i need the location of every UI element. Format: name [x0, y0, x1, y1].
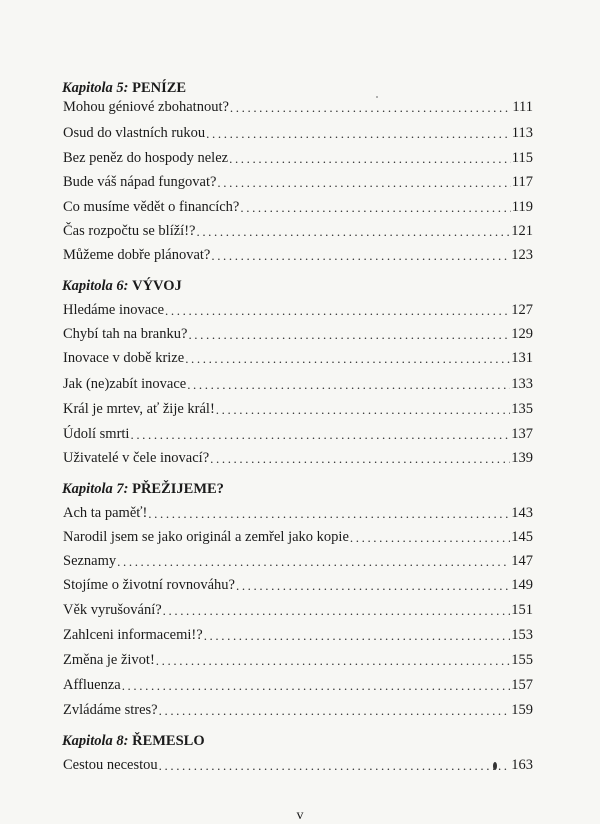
entry-page: 157: [511, 677, 533, 693]
entry-page: 115: [511, 150, 533, 166]
entry-page: 119: [511, 199, 533, 215]
entry-title: Bude váš nápad fungovat?: [63, 174, 217, 190]
toc-entry: [63, 624, 533, 644]
entry-page: 131: [511, 350, 533, 366]
entry-page: 111: [512, 99, 533, 115]
entry-title: Věk vyrušování?: [63, 602, 162, 618]
toc-entry: [63, 526, 533, 546]
toc-entry: [63, 550, 533, 570]
entry-page: 133: [511, 376, 533, 392]
toc-entry: [63, 147, 533, 167]
toc-entry: [63, 323, 533, 343]
chapter-name: PŘEŽIJEME?: [132, 481, 224, 497]
page-number: v: [296, 808, 304, 823]
entry-title: Stojíme o životní rovnováhu?: [63, 577, 235, 593]
entry-page: 135: [511, 401, 533, 417]
dot-leader: [130, 427, 510, 443]
entry-page: 147: [511, 553, 533, 569]
entry-title: Ach ta paměť!: [63, 505, 148, 521]
dot-leader: [196, 224, 510, 240]
entry-title: Můžeme dobře plánovat?: [63, 247, 211, 263]
chapter-name: VÝVOJ: [132, 278, 182, 294]
chapter-heading: [62, 80, 186, 97]
toc-entry: [63, 220, 533, 240]
dot-leader: [163, 603, 511, 619]
entry-title: Cestou necestou: [63, 757, 158, 773]
dot-leader: [211, 248, 510, 264]
entry-page: 137: [511, 426, 533, 442]
entry-page: 127: [511, 302, 533, 318]
entry-title: Údolí smrti: [63, 426, 130, 442]
entry-title: Čas rozpočtu se blíží!?: [63, 223, 196, 239]
dot-leader: [187, 377, 510, 393]
entry-title: Narodil jsem se jako originál a zemřel jako kopie: [63, 529, 349, 545]
dot-leader: [159, 758, 511, 774]
dot-leader: [117, 554, 510, 570]
entry-title: Změna je život!: [63, 652, 155, 668]
toc-entry: [63, 347, 533, 367]
entry-title: Král je mrtev, ať žije král!: [63, 401, 215, 417]
toc-entry: [63, 122, 533, 142]
entry-title: Seznamy: [63, 553, 117, 569]
entry-page: 123: [511, 247, 533, 263]
chapter-heading: [62, 481, 224, 498]
entry-page: 145: [511, 529, 533, 545]
dot-leader: [210, 451, 510, 467]
entry-page: 139: [511, 450, 533, 466]
chapter-name: PENÍZE: [132, 80, 187, 96]
toc-entry: [63, 171, 533, 191]
chapter-heading: [62, 278, 182, 295]
entry-title: Co musíme vědět o financích?: [63, 199, 240, 215]
entry-page: 121: [511, 223, 533, 239]
dot-leader: [165, 303, 510, 319]
print-speck: [493, 762, 497, 770]
chapter-label: Kapitola 5:: [62, 80, 129, 96]
dot-leader: [229, 151, 511, 167]
dot-leader: [188, 327, 510, 343]
toc-entry: [63, 599, 533, 619]
dot-leader: [206, 126, 511, 142]
entry-title: Jak (ne)zabít inovace: [63, 376, 187, 392]
dot-leader: [217, 175, 510, 191]
entry-page: 153: [511, 627, 533, 643]
entry-page: 155: [511, 652, 533, 668]
chapter-name: ŘEMESLO: [132, 733, 205, 749]
entry-page: 113: [511, 125, 533, 141]
entry-page: 129: [511, 326, 533, 342]
dot-leader: [204, 628, 511, 644]
dot-leader: [185, 351, 510, 367]
entry-title: Hledáme inovace: [63, 302, 165, 318]
toc-entry: [63, 398, 533, 418]
toc-entry: [63, 674, 533, 694]
toc-entry: [63, 447, 533, 467]
dot-leader: [230, 100, 511, 116]
dot-leader: [240, 200, 510, 216]
dot-leader: [216, 402, 510, 418]
toc-entry: [63, 649, 533, 669]
entry-title: Inovace v době krize: [63, 350, 185, 366]
chapter-label: Kapitola 7:: [62, 481, 129, 497]
dot-leader: [148, 506, 510, 522]
toc-entry: [63, 699, 533, 719]
dot-leader: [122, 678, 511, 694]
entry-page: 151: [511, 602, 533, 618]
chapter-heading: [62, 733, 205, 750]
chapter-label: Kapitola 6:: [62, 278, 129, 294]
print-speck: [376, 96, 378, 98]
entry-page: 143: [511, 505, 533, 521]
entry-page: 163: [511, 757, 533, 773]
dot-leader: [156, 653, 510, 669]
toc-entry: [63, 373, 533, 393]
entry-title: Affluenza: [63, 677, 121, 693]
entry-title: Zvládáme stres?: [63, 702, 158, 718]
toc-entry: [63, 96, 533, 116]
entry-page: 149: [511, 577, 533, 593]
entry-page: 117: [511, 174, 533, 190]
toc-entry: [63, 574, 533, 594]
toc-entry: [63, 299, 533, 319]
toc-entry: [63, 196, 533, 216]
toc-entry: [63, 502, 533, 522]
entry-title: Zahlceni informacemi!?: [63, 627, 203, 643]
toc-entry: [63, 423, 533, 443]
entry-title: Chybí tah na branku?: [63, 326, 188, 342]
dot-leader: [159, 703, 511, 719]
dot-leader: [236, 578, 510, 594]
chapter-label: Kapitola 8:: [62, 733, 129, 749]
toc-entry: [63, 754, 533, 774]
entry-title: Bez peněz do hospody nelez: [63, 150, 229, 166]
entry-page: 159: [511, 702, 533, 718]
entry-title: Mohou géniové zbohatnout?: [63, 99, 229, 115]
entry-title: Uživatelé v čele inovací?: [63, 450, 210, 466]
toc-entry: [63, 244, 533, 264]
dot-leader: [350, 530, 510, 546]
entry-title: Osud do vlastních rukou: [63, 125, 206, 141]
